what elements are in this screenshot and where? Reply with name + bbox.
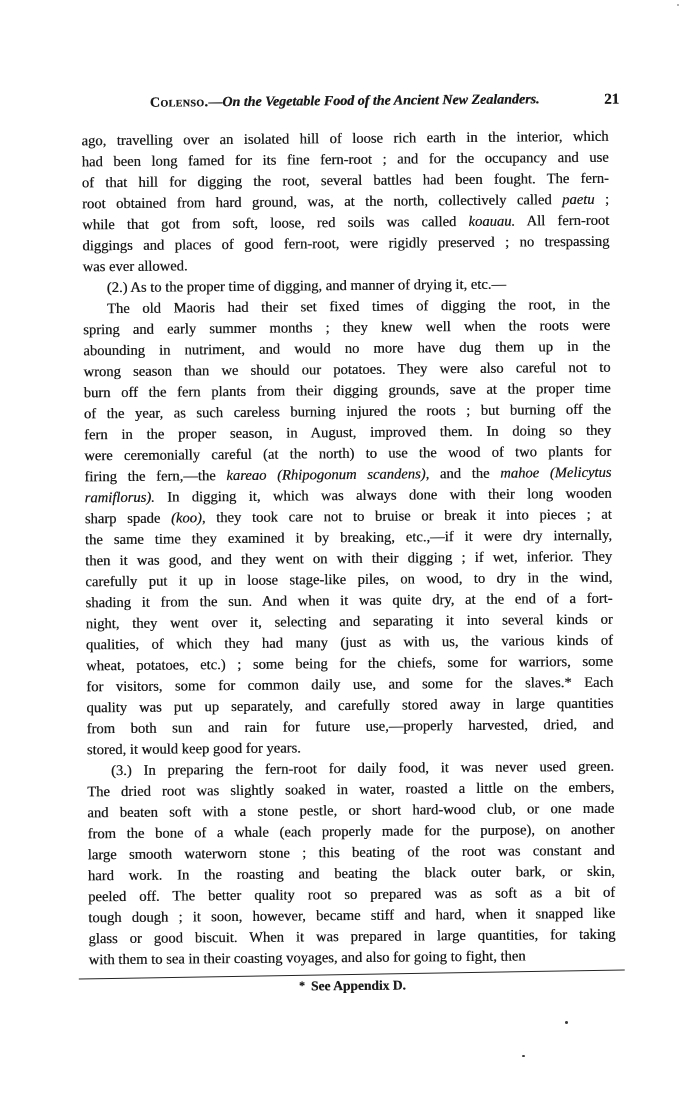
paragraph (83, 295, 614, 762)
text-segment: sharp spade (84, 510, 172, 528)
text-segment: fern in the proper season, in August, improved them. In doing so they (83, 422, 612, 444)
paragraph (87, 757, 616, 972)
text-segment: the same time they examined it by breaking, etc.,—if it were dry internally, (84, 527, 613, 549)
text-segment: hard work. In the roasting and beating the black outer bark, or skin, (87, 863, 615, 885)
text-segment: wrong season than we should our potatoes. They were also careful not to (83, 359, 611, 381)
text-segment: ago, travelling over an isolated hill of loose rich earth in the interior, which (81, 128, 609, 150)
header-author: Colenso. (149, 95, 209, 111)
text-segment: The dried root was slightly soaked in water, roasted a little on the embers, (87, 779, 615, 801)
text-segment: In digging it, which was always done with their long wooden (154, 485, 612, 506)
text-segment: were ceremonially careful (at the north) to use the wood of two plants for (84, 443, 612, 465)
header-title: On the Vegetable Food of the Ancient New Zealanders. (222, 92, 540, 111)
text-segment: stored, it would keep good for years. (86, 740, 301, 759)
text-segment: for visitors, some for common daily use, and some for the slaves.* Each (86, 674, 614, 696)
text-segment: All fern-root (515, 212, 610, 230)
text-segment: , and the (425, 465, 501, 483)
header-separator: — (208, 95, 223, 111)
text-segment: burn off the fern plants from their digging grounds, save at the proper time (83, 380, 611, 402)
text-segment: peeled off. The better quality root so prepared was as soft as a bit of (88, 884, 616, 906)
text-segment: tough dough ; it soon, however, became stiff and hard, when it snapped like (88, 905, 616, 927)
text-segment: (2.) As to the proper time of digging, and manner of drying it, etc.— (106, 276, 507, 297)
text-segment: from both sun and rain for future use,—properly harvested, dried, and (86, 716, 614, 738)
text-segment: spring and early summer months ; they knew well when the roots were (83, 317, 611, 339)
text-segment: of the year, as such careless burning injured the roots ; but burning off the (83, 401, 611, 423)
scan-speck (522, 1055, 525, 1057)
footnote-text: See Appendix D. (310, 977, 406, 994)
text-segment: large smooth waterworn stone ; this beating of the root was constant and (87, 842, 615, 864)
page-number: 21 (604, 91, 620, 108)
text-segment: firing the fern,—the (84, 468, 227, 486)
text-segment: then it was good, and they went on with their digging ; if wet, inferior. They (85, 548, 613, 570)
text-segment: night, they went over it, selecting and separating it into several kinds or (85, 611, 613, 633)
text-segment: of that hill for digging the root, several battles had been fought. The fern- (81, 170, 609, 192)
running-head (81, 90, 620, 115)
text-segment: wheat, potatoes, etc.) ; some being for the chiefs, some for warriors, some (85, 653, 614, 675)
text-line (89, 946, 616, 972)
paragraph (81, 127, 609, 279)
text-segment: root obtained from hard ground, was, at the north, collectively called (81, 192, 563, 213)
text-segment: from the bone of a whale (each properly made for the purpose), on another (87, 821, 615, 843)
text-segment: (3.) In preparing the fern-root for daily food, it was never used green. (110, 758, 615, 780)
text-segment: quality was put up separately, and carefully stored away in large quantities (86, 695, 614, 717)
text-segment: shading it from the sun. And when it was quite dry, at the end of a fort- (85, 590, 613, 612)
text-segment: diggings and places of good fern-root, were rigidly preserved ; no trespassing (82, 233, 610, 255)
scan-speck (677, 4, 679, 6)
scan-speck (565, 1021, 568, 1024)
italic-text: paetu (562, 191, 595, 209)
text-segment: ; (594, 191, 610, 208)
text-body (81, 127, 615, 972)
italic-text: mahoe (Melicytus (500, 464, 612, 482)
page-content (81, 90, 620, 997)
text-segment: qualities, of which they had many (just as with us, the various kinds of (85, 632, 613, 654)
text-segment: abounding in nutriment, and would no more have dug them up in the (83, 338, 611, 360)
text-segment: , they took care not to bruise or break it into pieces ; at (201, 506, 612, 527)
italic-text: kareao (Rhipogonum scandens) (226, 466, 426, 485)
text-segment: glass or good biscuit. When it was prepared in large quantities, for taking (88, 926, 616, 948)
text-segment: while that got from soft, loose, red soils was called (82, 213, 469, 234)
italic-text: koauau. (468, 213, 516, 230)
text-segment: and beaten soft with a stone pestle, or short hard-wood club, or one made (87, 800, 615, 822)
text-segment: with them to sea in their coasting voyages, and also for going to fight, then (88, 948, 526, 969)
text-segment: was ever allowed. (82, 258, 188, 276)
text-segment: carefully put it up in loose stage-like piles, on wood, to dry in the wind, (85, 569, 613, 591)
text-segment: had been long famed for its fine fern-root ; and for the occupancy and use (81, 149, 609, 171)
footnote-marker: * (298, 978, 305, 993)
italic-text: ramiflorus). (84, 489, 155, 507)
italic-text: (koo) (170, 510, 202, 527)
text-segment: The old Maoris had their set fixed times of digging the root, in the (106, 296, 611, 318)
